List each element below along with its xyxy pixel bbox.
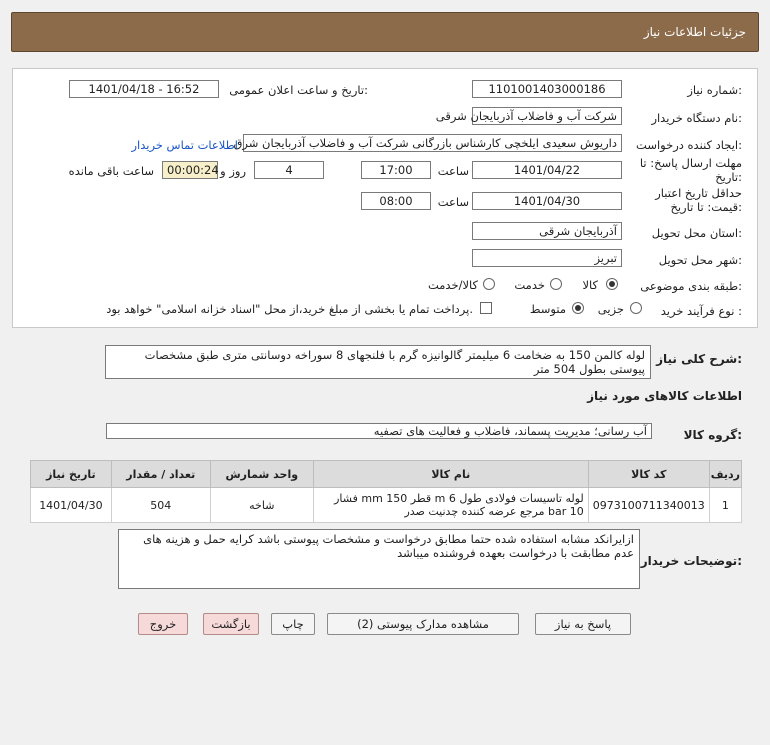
reply-button[interactable]: پاسخ به نیاز <box>535 613 631 635</box>
goods-table-header <box>31 461 742 488</box>
category-radio-goods-service[interactable] <box>483 278 495 290</box>
notes-label: توضیحات خریدار: <box>640 554 742 568</box>
need-number-field[interactable]: 1101001403000186 <box>472 80 622 98</box>
validity-time-field[interactable]: 08:00 <box>361 192 431 210</box>
creator-field[interactable]: داریوش سعیدی ایلخچی کارشناس بازرگانی شرکت آب و فاضلاب آذربایجان شرق <box>243 134 622 152</box>
goods-group-label: گروه کالا: <box>683 428 742 442</box>
buyer-org-field[interactable]: شرکت آب و فاضلاب آذربایجان شرقی <box>472 107 622 125</box>
summary-text: لوله کالمن 150 به ضخامت 6 میلیمتر گالوانیزه گرم با فلنجهای 8 سوراخه دوسانتی متری طبق مشخصات پیوستی بطول 504 متر <box>105 345 651 379</box>
cell-unit: شاخه <box>210 488 313 523</box>
category-radio-service[interactable] <box>550 278 562 290</box>
page-title: جزئیات اطلاعات نیاز <box>643 25 746 39</box>
announce-label: تاریخ و ساعت اعلان عمومی: <box>229 83 368 97</box>
deadline-time-label: ساعت <box>437 164 469 178</box>
process-radio-medium[interactable] <box>572 302 584 314</box>
col-code: کد کالا <box>588 461 709 488</box>
col-row: ردیف <box>709 461 741 488</box>
treasury-payment-checkbox[interactable] <box>480 302 492 314</box>
process-option-medium: متوسط <box>529 302 566 316</box>
col-date: تاریخ نیاز <box>31 461 112 488</box>
validity-label: حداقل تاریخ اعتبار قیمت: تا تاریخ: <box>655 186 742 214</box>
category-option-goods-service: کالا/خدمت <box>427 278 478 292</box>
col-name: نام کالا <box>313 461 588 488</box>
print-button[interactable]: چاپ <box>271 613 315 635</box>
remaining-time-field: 00:00:24 <box>162 161 218 179</box>
goods-group-field: آب رسانی؛ مدیریت پسماند، فاضلاب و فعالیت های تصفیه <box>106 423 652 439</box>
process-radio-minor[interactable] <box>630 302 642 314</box>
contact-info-link[interactable]: اطلاعات تماس خریدار <box>131 138 238 152</box>
days-label: روز و <box>220 164 246 178</box>
treasury-payment-note: پرداخت تمام یا بخشی از مبلغ خرید،از محل "اسناد خزانه اسلامی" خواهد بود. <box>106 302 473 316</box>
page-header <box>11 12 759 52</box>
col-unit: واحد شمارش <box>210 461 313 488</box>
province-label: استان محل تحویل: <box>651 226 742 240</box>
col-qty: تعداد / مقدار <box>111 461 210 488</box>
category-option-service: خدمت <box>514 278 545 292</box>
cell-row: 1 <box>709 488 741 523</box>
announce-field[interactable]: 1401/04/18 - 16:52 <box>69 80 219 98</box>
table-row <box>31 488 742 523</box>
exit-button[interactable]: خروج <box>138 613 188 635</box>
summary-label: شرح کلی نیاز: <box>656 352 742 366</box>
cell-code: 0973100711340013 <box>588 488 709 523</box>
validity-time-label: ساعت <box>437 195 469 209</box>
cell-date: 1401/04/30 <box>31 488 112 523</box>
need-number-label: شماره نیاز: <box>687 83 742 97</box>
province-field[interactable]: آذربایجان شرقی <box>472 222 622 240</box>
days-field[interactable]: 4 <box>254 161 324 179</box>
back-button[interactable]: بازگشت <box>203 613 259 635</box>
process-label: نوع فرآیند خرید : <box>660 304 742 318</box>
cell-qty: 504 <box>111 488 210 523</box>
city-field[interactable]: تبریز <box>472 249 622 267</box>
goods-table <box>30 460 742 523</box>
deadline-time-field[interactable]: 17:00 <box>361 161 431 179</box>
notes-text: ازایرانکد مشابه استفاده شده حتما مطابق درخواست و مشخصات پیوستی باشد کرایه حمل و هزینه های عدم مطابقت با درخواست بعهده فروشنده میباشد <box>118 529 640 589</box>
deadline-date-field[interactable]: 1401/04/22 <box>472 161 622 179</box>
validity-date-field[interactable]: 1401/04/30 <box>472 192 622 210</box>
city-label: شهر محل تحویل: <box>658 253 742 267</box>
category-option-goods: کالا <box>582 278 598 292</box>
creator-label: ایجاد کننده درخواست: <box>636 138 742 152</box>
cell-name: لوله تاسیسات فولادی طول m 6 قطر 150 mm فشار bar 10 مرجع عرضه کننده چدنیت صدر <box>313 488 588 523</box>
buyer-org-label: نام دستگاه خریدار: <box>651 111 742 125</box>
remaining-label: ساعت باقی مانده <box>68 164 154 178</box>
deadline-label: مهلت ارسال پاسخ: تا تاریخ: <box>639 156 742 184</box>
category-label: طبقه بندی موضوعی: <box>640 279 742 293</box>
view-attachments-button[interactable]: مشاهده مدارک پیوستی (2) <box>327 613 519 635</box>
category-radio-goods[interactable] <box>606 278 618 290</box>
goods-section-title: اطلاعات کالاهای مورد نیاز <box>587 389 742 403</box>
process-option-minor: جزیی <box>597 302 624 316</box>
